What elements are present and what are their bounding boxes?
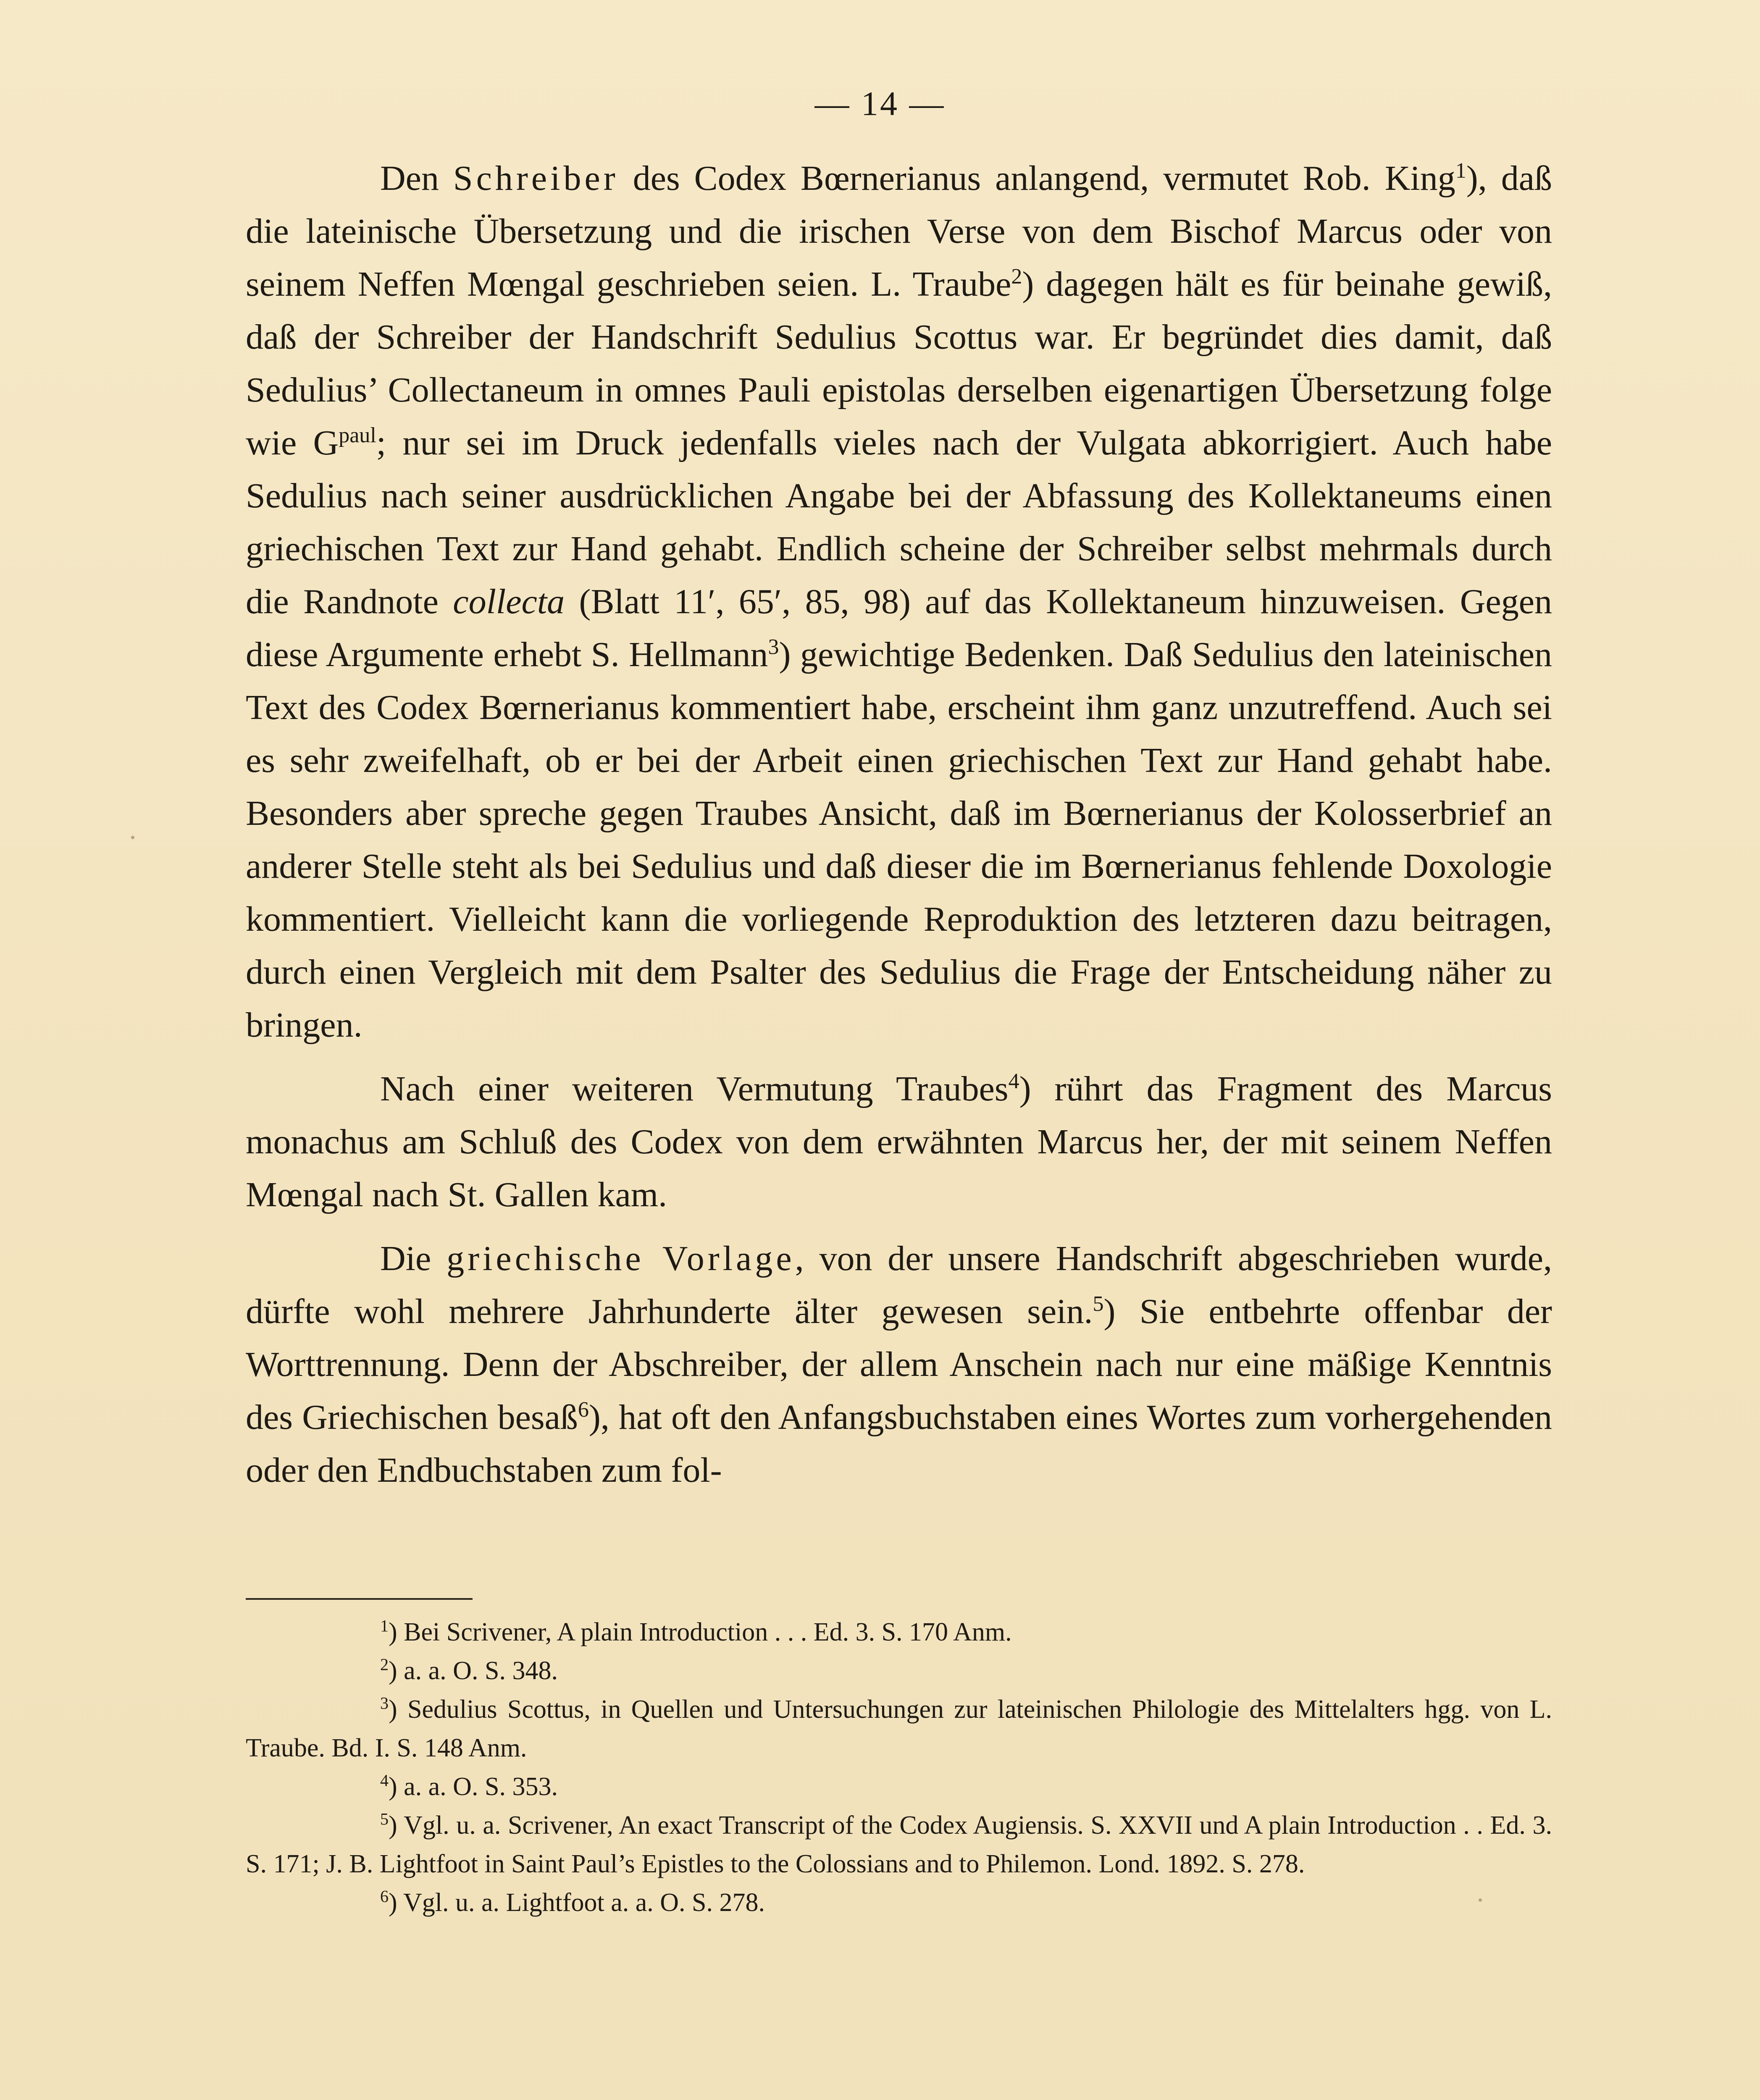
footnote-mark: 2 — [380, 1655, 389, 1674]
paragraph-3 — [246, 1232, 1552, 1497]
footnote-text: ) Sedulius Scottus, in Quellen und Untersuchungen zur lateinischen Philologie des Mittelalters hgg. von L. Traube. Bd. I. S. 148 Anm. — [246, 1695, 1552, 1762]
footnote — [246, 1690, 1552, 1767]
footnote-ref: 3 — [768, 635, 779, 659]
footnote-ref: 2 — [1011, 265, 1022, 289]
paper-speck — [131, 836, 134, 839]
paragraph-2 — [246, 1063, 1552, 1221]
text-run: Nach einer weiteren Vermutung Traubes — [380, 1069, 1009, 1108]
page-number: — 14 — — [814, 84, 946, 123]
footnote-text: ) Vgl. u. a. Scrivener, An exact Transcript of the Codex Augiensis. S. XXVII und A plain Introduction . . Ed. 3. S. 171; J. B. Lightfoot in Saint Paul’s Epistles to the Colossians and to Philemon. Lond. 1892. S. 278. — [246, 1811, 1552, 1878]
footnote — [246, 1613, 1552, 1651]
footnote-mark: 6 — [380, 1887, 389, 1906]
footnote-ref: 4 — [1008, 1069, 1019, 1093]
text-run: ) dagegen hält es für beinahe gewiß, daß der Schreiber der Handschrift Sedulius Scottus war. Er begründet dies damit, daß Sedulius’ Collectaneum in omnes Pauli epistolas derselben eigenartigen Übersetzung folge wie G — [246, 265, 1552, 462]
footnote-ref: 5 — [1093, 1292, 1104, 1316]
footnote-ref: 1 — [1455, 159, 1466, 183]
paragraph-1 — [246, 152, 1552, 1052]
footnote-divider — [246, 1598, 473, 1600]
text-run: ) rührt das Fragment des Marcus monachus am Schluß des Codex von dem erwähnten Marcus her, der mit seinem Neffen Mœngal nach St. Gallen kam. — [246, 1069, 1552, 1214]
footnote-text: ) Bei Scrivener, A plain Introduction . . . Ed. 3. S. 170 Anm. — [389, 1618, 1012, 1646]
footnote-text: ) a. a. O. S. 353. — [389, 1772, 558, 1801]
footnotes — [246, 1613, 1552, 1922]
footnote-ref: 6 — [578, 1398, 589, 1422]
superscript-paul: paul — [339, 423, 376, 447]
spaced-term: Schreiber — [453, 159, 619, 198]
footnote-text: ) a. a. O. S. 348. — [389, 1656, 558, 1685]
text-run: ), hat oft den Anfangsbuchstaben eines Wortes zum vorhergehenden oder den Endbuchstaben zum fol- — [246, 1398, 1552, 1490]
text-run: Den — [380, 159, 453, 198]
text-run: Die — [380, 1239, 447, 1278]
text-run: ; nur sei im Druck jedenfalls vieles nach der Vulgata abkorrigiert. Auch habe Sedulius nach seiner ausdrücklichen Angabe bei der Abfassung des Kollektaneums einen griechischen Text zur Hand gehabt. Endlich scheine der Schreiber selbst mehrmals durch die Randnote — [246, 423, 1552, 621]
footnote-mark: 4 — [380, 1771, 389, 1790]
footnote — [246, 1651, 1552, 1690]
text-run: (Blatt 11′, 65′, 85, 98) auf das Kollektaneum hinzuweisen. Gegen diese Argumente erhebt S. Hellmann — [246, 582, 1552, 674]
italic-term: collecta — [453, 582, 565, 621]
text-run: des Codex Bœrnerianus anlangend, vermutet Rob. King — [618, 159, 1455, 198]
footnote — [246, 1806, 1552, 1883]
text-run: ) Sie entbehrte offenbar der Worttrennung. Denn der Abschreiber, der allem Anschein nach nur eine mäßige Kenntnis des Griechischen besaß — [246, 1292, 1552, 1437]
text-run: , von der unsere Handschrift abgeschrieben wurde, dürfte wohl mehrere Jahrhunderte älter gewesen sein. — [246, 1239, 1552, 1331]
text-run: ) gewichtige Bedenken. Daß Sedulius den lateinischen Text des Codex Bœrnerianus kommentiert habe, erscheint ihm ganz unzutreffend. Auch sei es sehr zweifelhaft, ob er bei der Arbeit einen griechischen Text zur Hand gehabt habe. Besonders aber spreche gegen Traubes Ansicht, daß im Bœrnerianus der Kolosserbrief an anderer Stelle steht als bei Sedulius und daß dieser die im Bœrnerianus fehlende Doxologie kommentiert. Vielleicht kann die vorliegende Reproduktion des letzteren dazu beitragen, durch einen Vergleich mit dem Psalter des Sedulius die Frage der Entscheidung näher zu bringen. — [246, 635, 1552, 1045]
footnote-mark: 5 — [380, 1809, 389, 1829]
footnote-mark: 1 — [380, 1616, 389, 1635]
footnote-mark: 3 — [380, 1693, 389, 1713]
footnote — [246, 1767, 1552, 1806]
body-text — [246, 152, 1552, 1508]
text-run: ), daß die lateinische Übersetzung und die irischen Verse von dem Bischof Marcus oder von seinem Neffen Mœngal geschrieben seien. L. Traube — [246, 159, 1552, 304]
footnote — [246, 1883, 1552, 1922]
spaced-term: griechische Vorlage — [447, 1239, 795, 1278]
paper-speck — [1479, 1898, 1482, 1902]
footnote-text: ) Vgl. u. a. Lightfoot a. a. O. S. 278. — [389, 1888, 765, 1917]
